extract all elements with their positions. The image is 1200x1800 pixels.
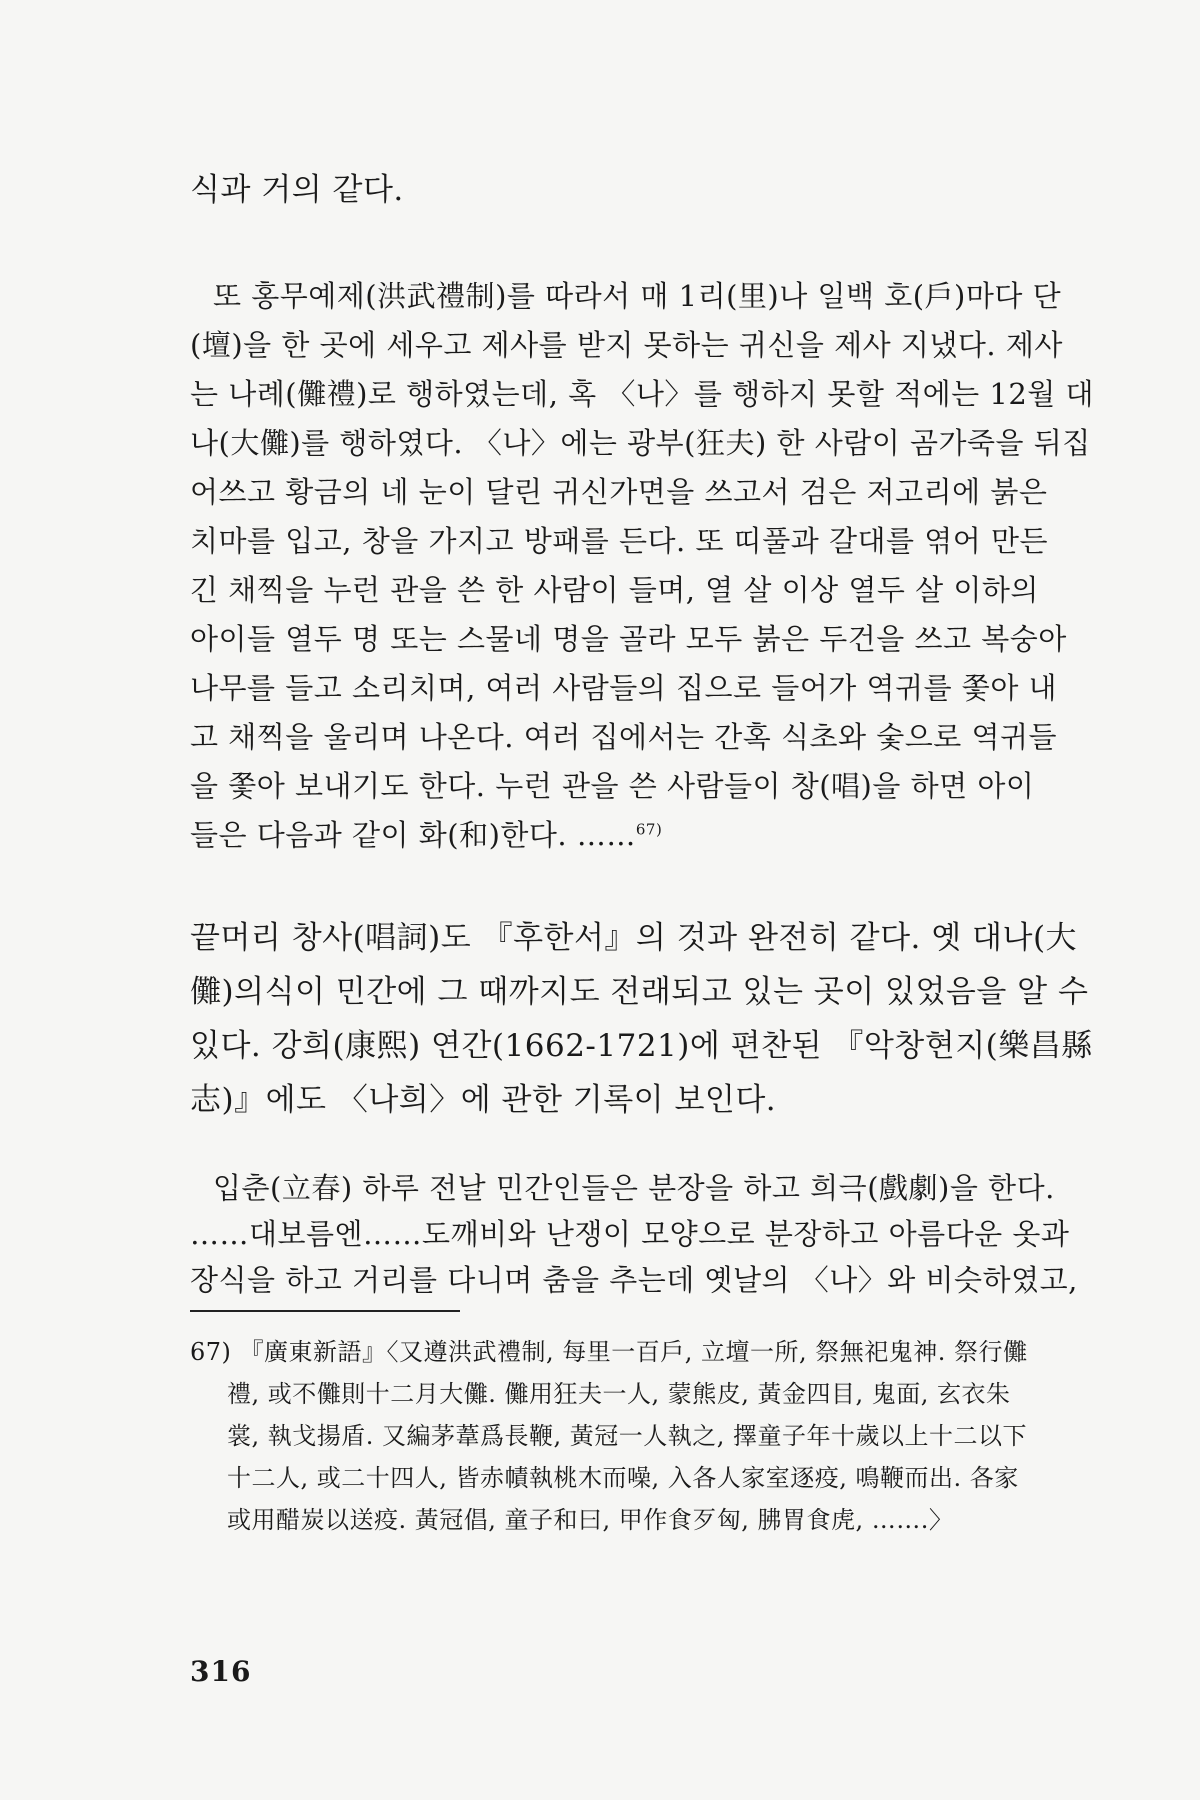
text-line: 을 쫓아 보내기도 한다. 누런 관을 쓴 사람들이 창(唱)을 하면 아이 bbox=[190, 769, 1035, 803]
text-line: (壇)을 한 곳에 세우고 제사를 받지 못하는 귀신을 제사 지냈다. 제사 bbox=[190, 328, 1063, 362]
footnote-divider bbox=[190, 1310, 460, 1312]
footnote-reference: 67) bbox=[635, 820, 663, 839]
text-line: 志)』에도 〈나희〉에 관한 기록이 보인다. bbox=[190, 1082, 777, 1118]
text-line: 는 나례(儺禮)로 행하였는데, 혹 〈나〉를 행하지 못할 적에는 12월 대 bbox=[190, 377, 1095, 411]
text-line: 나무를 들고 소리치며, 여러 사람들의 집으로 들어가 역귀를 쫓아 내 bbox=[190, 671, 1058, 705]
text-line bbox=[190, 815, 662, 855]
footnote-line: 十二人, 或二十四人, 皆赤幘執桃木而噪, 入各人家室逐疫, 鳴鞭而出. 各家 bbox=[227, 1464, 1019, 1492]
text-segment: 들은 다음과 같이 화(和)한다. …… bbox=[190, 818, 636, 852]
text-line: 儺)의식이 민간에 그 때까지도 전래되고 있는 곳이 있었음을 알 수 bbox=[190, 974, 1089, 1010]
text-line: 있다. 강희(康熙) 연간(1662-1721)에 편찬된 『악창현지(樂昌縣 bbox=[190, 1028, 1093, 1064]
text-line: 치마를 입고, 창을 가지고 방패를 든다. 또 띠풀과 갈대를 엮어 만든 bbox=[190, 524, 1048, 558]
text-line: 어쓰고 황금의 네 눈이 달린 귀신가면을 쓰고서 검은 저고리에 붉은 bbox=[190, 475, 1048, 509]
text-line: 입춘(立春) 하루 전날 민간인들은 분장을 하고 희극(戲劇)을 한다. bbox=[213, 1171, 1055, 1205]
footnote-line: 禮, 或不儺則十二月大儺. 儺用狂夫一人, 蒙熊皮, 黃金四目, 鬼面, 玄衣朱 bbox=[227, 1380, 1011, 1408]
text-line: 아이들 열두 명 또는 스물네 명을 골라 모두 붉은 두건을 쓰고 복숭아 bbox=[190, 622, 1067, 656]
text-line: 또 홍무예제(洪武禮制)를 따라서 매 1리(里)나 일백 호(戶)마다 단 bbox=[213, 279, 1062, 313]
text-line: 긴 채찍을 누런 관을 쓴 한 사람이 들며, 열 살 이상 열두 살 이하의 bbox=[190, 573, 1039, 607]
footnote-line: 67) 『廣東新語』〈又遵洪武禮制, 每里一百戶, 立壇一所, 祭無祀鬼神. 祭行儺 bbox=[190, 1338, 1028, 1366]
text-line: ……대보름엔……도깨비와 난쟁이 모양으로 분장하고 아름다운 옷과 bbox=[190, 1217, 1070, 1251]
text-line: 나(大儺)를 행하였다. 〈나〉에는 광부(狂夫) 한 사람이 곰가죽을 뒤집 bbox=[190, 426, 1091, 460]
footnote-line: 裳, 執戈揚盾. 又編茅葦爲長鞭, 黃冠一人執之, 擇童子年十歲以上十二以下 bbox=[227, 1422, 1028, 1450]
text-line: 식과 거의 같다. bbox=[190, 172, 404, 208]
text-line: 고 채찍을 울리며 나온다. 여러 집에서는 간혹 식초와 숯으로 역귀들 bbox=[190, 720, 1058, 754]
page-number: 316 bbox=[190, 1655, 252, 1688]
text-line: 장식을 하고 거리를 다니며 춤을 추는데 옛날의 〈나〉와 비슷하였고, bbox=[190, 1263, 1078, 1297]
text-line: 끝머리 창사(唱詞)도 『후한서』의 것과 완전히 같다. 옛 대나(大 bbox=[190, 920, 1078, 956]
footnote-line: 或用醋炭以送疫. 黃冠倡, 童子和曰, 甲作食歹匈, 胇胃食虎, …….〉 bbox=[227, 1506, 954, 1534]
